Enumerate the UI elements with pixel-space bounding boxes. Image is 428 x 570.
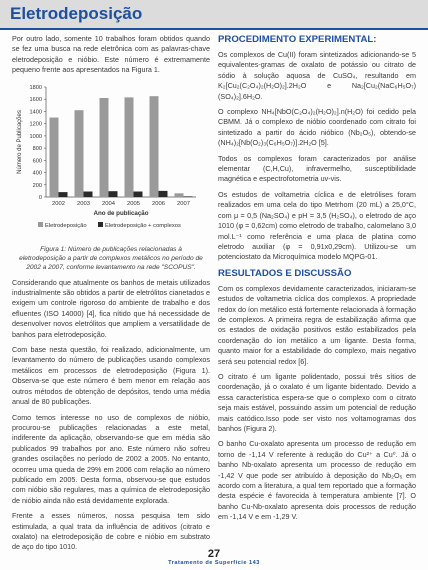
bar-chart — [12, 81, 210, 241]
paragraph: Considerando que atualmente os banhos de metais utilizados industrialmente são obtidos a partir de eletrólitos cianetados e exigem um controle rigoroso do ambiente de trabalho e dos efluentes (ISO 14000) [4], fica nítido que há necessidade de desenvolver novos eletrólitos que ampliem a versatilidade de banhos para eletrodeposição. — [12, 277, 210, 339]
right-column — [218, 34, 416, 528]
figure-1 — [12, 81, 210, 241]
bar-eletrodeposi-o — [175, 193, 184, 197]
paragraph: Frente a esses números, nossa pesquisa tem sido estimulada, a qual trata da influência de aditivos (citrato e oxalato) na eletrodeposição de cobre e nióbio em substrato de aço do tipo 1010. — [12, 511, 210, 552]
left-column — [12, 34, 210, 558]
y-tick-label: 0 — [38, 194, 42, 201]
paragraph: Todos os complexos foram caracterizados por análise elementar (C,H,Cu), infravermelho, susceptibilidade magnética e espectrofotometria uv-vis. — [218, 153, 416, 184]
y-tick-label: 600 — [32, 157, 42, 164]
y-tick-label: 1600 — [29, 96, 42, 103]
y-axis-label: Número de Publicações — [17, 109, 23, 174]
bar-eletrodeposi-o-complexos — [184, 196, 193, 197]
y-tick-label: 400 — [32, 170, 42, 177]
x-tick-label: 2006 — [152, 200, 165, 207]
bar-eletrodeposi-o — [150, 96, 159, 197]
page-footer — [0, 548, 428, 566]
x-tick-label: 2004 — [102, 200, 115, 207]
legend-entry: Eletrodeposição + complexos — [105, 222, 181, 229]
x-tick-label: 2005 — [127, 200, 140, 207]
bar-eletrodeposi-o — [50, 117, 59, 196]
header-title: Eletrodeposição — [10, 4, 143, 23]
bar-eletrodeposi-o — [125, 97, 134, 197]
bar-eletrodeposi-o-complexos — [134, 191, 143, 197]
bar-eletrodeposi-o — [75, 110, 84, 197]
legend-swatch — [38, 222, 43, 227]
bar-eletrodeposi-o-complexos — [159, 191, 168, 197]
x-tick-label: 2002 — [52, 200, 65, 207]
legend-entry: Eletrodeposição — [45, 222, 87, 229]
paragraph: Como temos interesse no uso de complexos de nióbio, procurou-se publicações relacionadas a este metal, indiferente da aplicação, observando-se que em média são publicados 99 trabalhos por ano. Este número não sofreu grandes oscilações no período de 2002 a 2005. No entanto, ocorreu uma queda de 29% em 2006 com relação ao número publicado em 2005. Desta forma, observou-se que estudos com nióbio são regulares, mas a química de eletrodeposição de nióbio ainda não está devidamente explorada. — [12, 412, 210, 505]
x-tick-label: 2007 — [177, 200, 190, 207]
y-tick-label: 1200 — [29, 121, 42, 128]
y-tick-label: 200 — [32, 182, 42, 189]
paragraph: Com base nesta questão, foi realizado, adicionalmente, um levantamento do número de publicações usando complexos metálicos em processos de eletrodeposição (Figura 1). Observa-se que este número é bem menor em relação aos outros métodos de obtenção de depósitos, tendo uma média anual de 80 publicações. — [12, 345, 210, 407]
y-tick-label: 1400 — [29, 109, 42, 116]
paragraph: Os complexos de Cu(II) foram sintetizados adicionando-se 5 equivalentes-gramas de oxalato de potássio ou citrato de sódio à solução aquosa de CuSO₄, resultando em K₂[Cu₂(C₂O₄)₂(H₂O)₂].2H₂O e Na₂[Cu₂(NaC₆H₅O₇)(SO₄)₂].6H₂O. — [218, 50, 416, 101]
x-tick-label: 2003 — [77, 200, 90, 207]
paragraph: Por outro lado, somente 10 trabalhos foram obtidos quando se fez uma busca na rede eletrônica com as palavras-chave eletrodeposição e nióbio. Este número é extremamente pequeno frente aos apresentados na Figura 1. — [12, 34, 210, 75]
paragraph: O citrato é um ligante polidentado, possui três sítios de coordenação, já o oxalato é um ligante bidentado. Devido a essa característica espera-se que o complexo com o citrato seja mais estável, possuindo assim um potencial de redução mais catódico.Isso pode ser visto nos voltamogramas dos banhos (Figura 2). — [218, 371, 416, 433]
figure-caption: Figura 1: Número de publicações relacionadas à eletrodeposição a partir de complexos metálicos no período de 2002 a 2007, conforme levantamento na rede "SCOPUS". — [19, 245, 203, 271]
bar-eletrodeposi-o-complexos — [84, 191, 93, 197]
page-number: 27 — [207, 548, 221, 560]
x-axis-label: Ano de publicação — [93, 209, 149, 217]
paragraph: O banho Cu-oxalato apresenta um processo de redução em torno de -1,14 V referente à redução do Cu²⁺ a Cu⁰. Já o banho Nb-oxalato apresenta um processo de redução em -1,42 V que pode ser atribuído à deposição do Nb₂O₅ em acordo com a literatura, a qual tem reportado que a formação desta espécie é favorecida à temperatura ambiente [7]. O banho Cu-Nb-oxalato apresenta dois processos de redução em -1,14 V e em -1,29 V. — [218, 439, 416, 522]
bar-eletrodeposi-o-complexos — [109, 191, 118, 197]
paragraph: O complexo NH₄[NbO(C₂O₄)₂(H₂O)₂].n(H₂O) foi cedido pela CBMM. Já o complexo de nióbio coordenado com citrato foi sintetizado a partir do ácido nióbico (Nb₂O₅), obtendo-se (NH₄)₂[Nb(O₂)₃(C₆H₅O₇)].2H₂O [5]. — [218, 107, 416, 148]
y-tick-label: 1800 — [29, 84, 42, 91]
journal-name: Tratamento de Superfície 143 — [168, 560, 260, 566]
y-tick-label: 800 — [32, 145, 42, 152]
paragraph: Com os complexos devidamente caracterizados, iniciaram-se estudos de voltametria cíclica dos complexos. A propriedade redox do íon metálico está fortemente relacionada à formação de complexos. A primeira regra de estabilização afirma que os estados de oxidação positivos estão estabilizados pela coordenação do íon metálico a um ligante. Desta forma, quanto maior for a estabilidade do complexo, mais negativo será seu potencial redox [6]. — [218, 283, 416, 366]
section-heading: PROCEDIMENTO EXPERIMENTAL: — [218, 34, 377, 45]
y-tick-label: 1000 — [29, 133, 42, 140]
page-header — [0, 0, 428, 30]
bar-eletrodeposi-o — [100, 98, 109, 197]
bar-eletrodeposi-o-complexos — [59, 192, 68, 197]
section-heading: RESULTADOS E DISCUSSÃO — [218, 267, 352, 279]
paragraph: Os estudos de voltametria cíclica e de eletrólises foram realizados em uma cela do tipo Metrhom (20 mL) a 25,0°C, com μ = 0,5 (Na₂SO₄) e pH = 3,5 (H₂SO₄), o eletrodo de aço 1010 (φ = 0,62cm) como eletrodo de trabalho, calomelano 3,0 mol.L⁻¹ como referência e uma placa de platina como eletrodo auxiliar (φ = 0,91x0,29cm). Utilizou-se um potenciostato da Microquímica modelo MQPG-01. — [218, 189, 416, 262]
legend-swatch — [98, 222, 103, 227]
